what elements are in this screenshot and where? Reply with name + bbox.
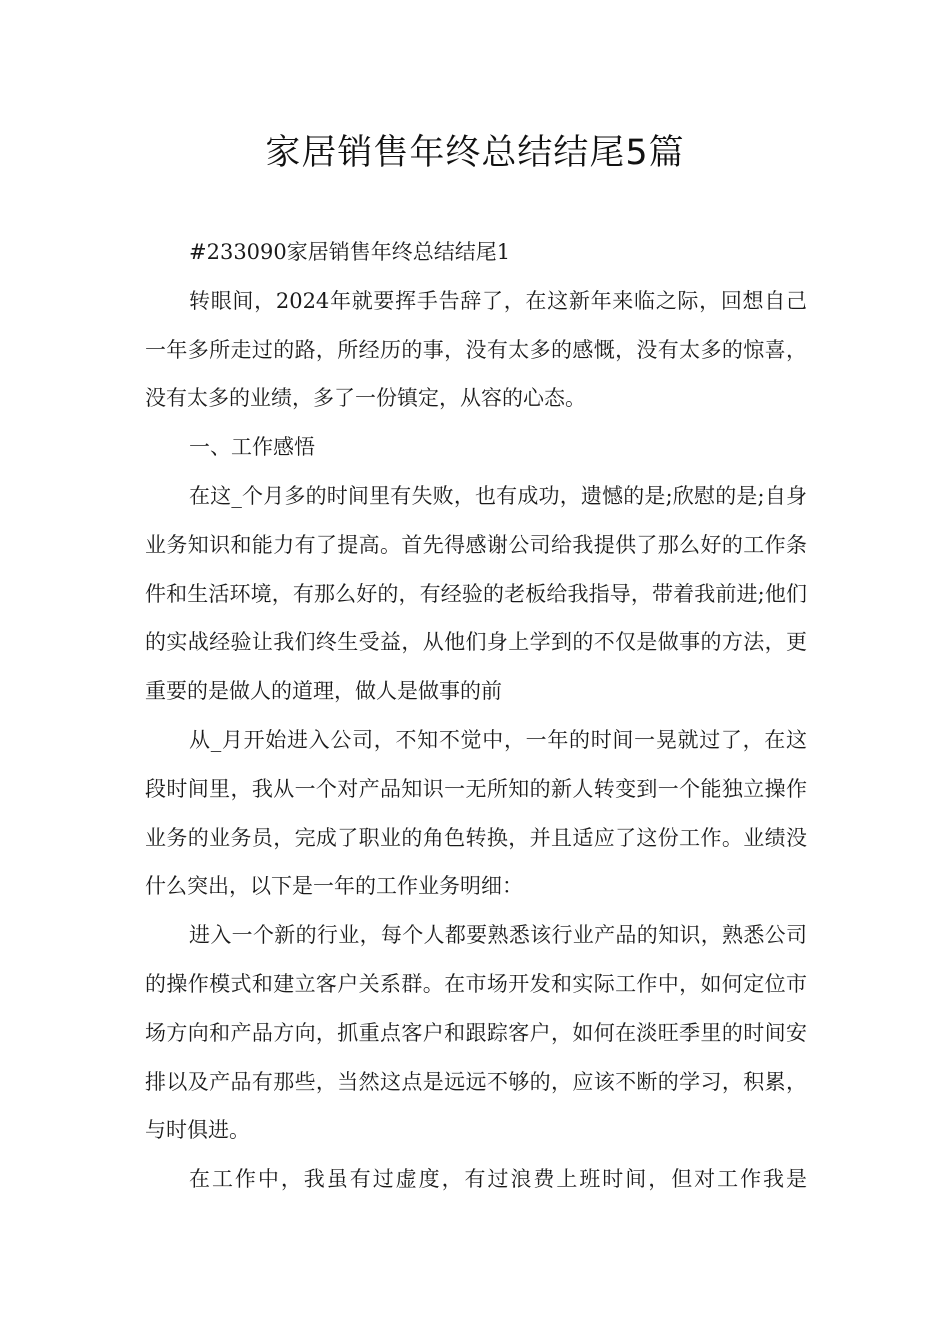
document-body [145,228,807,1204]
paragraph-joining: 从_月开始进入公司，不知不觉中，一年的时间一晃就过了，在这段时间里，我从一个对产品知识一无所知的新人转变到一个能独立操作业务的业务员，完成了职业的角色转换，并且适应了这份工作。业绩没什么突出，以下是一年的工作业务明细： [145,727,807,899]
paragraph-work-attitude: 在工作中，我虽有过虚度，有过浪费上班时间，但对工作我是 [189,1167,807,1192]
section-heading-1: #233090家居销售年终总结结尾1 [189,240,511,264]
paragraph-industry: 进入一个新的行业，每个人都要熟悉该行业产品的知识，熟悉公司的操作模式和建立客户关系群。在市场开发和实际工作中，如何定位市场方向和产品方向，抓重点客户和跟踪客户，如何在淡旺季里的时间安排以及产品有那些，当然这点是远远不够的，应该不断的学习，积累，与时俱进。 [145,923,807,1143]
document-title: 家居销售年终总结结尾5篇 [265,133,685,173]
paragraph-intro: 转眼间，2024年就要挥手告辞了，在这新年来临之际，回想自己一年多所走过的路，所经历的事，没有太多的感慨，没有太多的惊喜，没有太多的业绩，多了一份镇定，从容的心态。 [145,288,807,411]
paragraph-insights: 在这_个月多的时间里有失败，也有成功，遗憾的是;欣慰的是;自身业务知识和能力有了提高。首先得感谢公司给我提供了那么好的工作条件和生活环境，有那么好的，有经验的老板给我指导，带着我前进;他们的实战经验让我们终生受益，从他们身上学到的不仅是做事的方法，更重要的是做人的道理，做人是做事的前 [145,483,807,704]
section-heading-work-insights: 一、工作感悟 [189,435,315,460]
